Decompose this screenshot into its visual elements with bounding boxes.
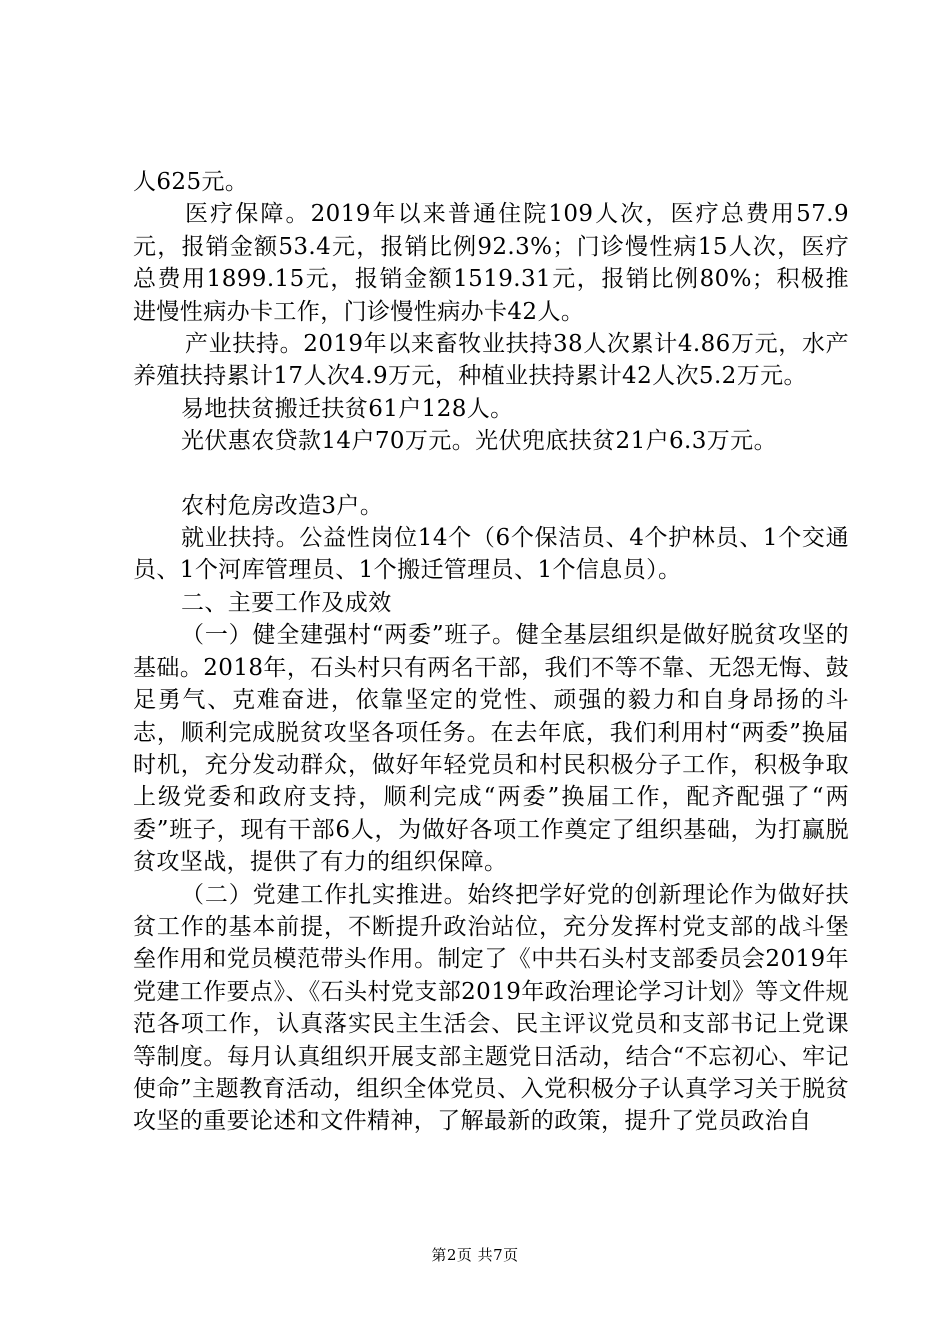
paragraph-relocation: 易地扶贫搬迁扶贫61户128人。	[181, 395, 514, 422]
section-heading-main-work: 二、主要工作及成效	[181, 589, 392, 616]
paragraph-continuation: 人625元。	[133, 169, 249, 195]
paragraph-employment-support: 就业扶持。公益性岗位14个（6个保洁员、4个护林员、1个交通员、1个河库管理员、1个搬迁管理员、1个信息员）。	[133, 525, 849, 584]
paragraph-housing-renovation: 农村危房改造3户。	[181, 492, 384, 519]
paragraph-village-committee: （一）健全建强村“两委”班子。健全基层组织是做好脱贫攻坚的基础。2018年，石头村只有两名干部，我们不等不靠、无怨无悔、鼓足勇气、克难奋进，依靠坚定的党性、顽强的毅力和自身昂扬的斗志，顺利完成脱贫攻坚各项任务。在去年底，我们利用村“两委”换届时机，充分发动群众，做好年轻党员和村民积极分子工作，积极争取上级党委和政府支持，顺利完成“两委”换届工作，配齐配强了“两委”班子，现有干部6人，为做好各项工作奠定了组织基础，为打赢脱贫攻坚战，提供了有力的组织保障。	[133, 622, 849, 876]
paragraph-medical-security: 医疗保障。2019年以来普通住院109人次，医疗总费用57.9元，报销金额53.4元，报销比例92.3%；门诊慢性病15人次，医疗总费用1899.15元，报销金额1519.31元，报销比例80%；积极推进慢性病办卡工作，门诊慢性病办卡42人。	[133, 201, 849, 325]
paragraph-party-building: （二）党建工作扎实推进。始终把学好党的创新理论作为做好扶贫工作的基本前提，不断提升政治站位，充分发挥村党支部的战斗堡垒作用和党员模范带头作用。制定了《中共石头村支部委员会2019年党建工作要点》、《石头村党支部2019年政治理论学习计划》等文件规范各项工作，认真落实民主生活会、民主评议党员和支部书记上党课等制度。每月认真组织开展支部主题党日活动，结合“不忘初心、牢记使命”主题教育活动，组织全体党员、入党积极分子认真学习关于脱贫攻坚的重要论述和文件精神，了解最新的政策，提升了党员政治自	[133, 881, 849, 1135]
page-footer: 第2页 共7页	[431, 1246, 519, 1264]
paragraph-industry-support: 产业扶持。2019年以来畜牧业扶持38人次累计4.86万元，水产养殖扶持累计17人次4.9万元，种植业扶持累计42人次5.2万元。	[133, 331, 849, 390]
document-body	[133, 166, 849, 1138]
paragraph-solar-loans: 光伏惠农贷款14户70万元。光伏兜底扶贫21户6.3万元。	[181, 428, 777, 455]
